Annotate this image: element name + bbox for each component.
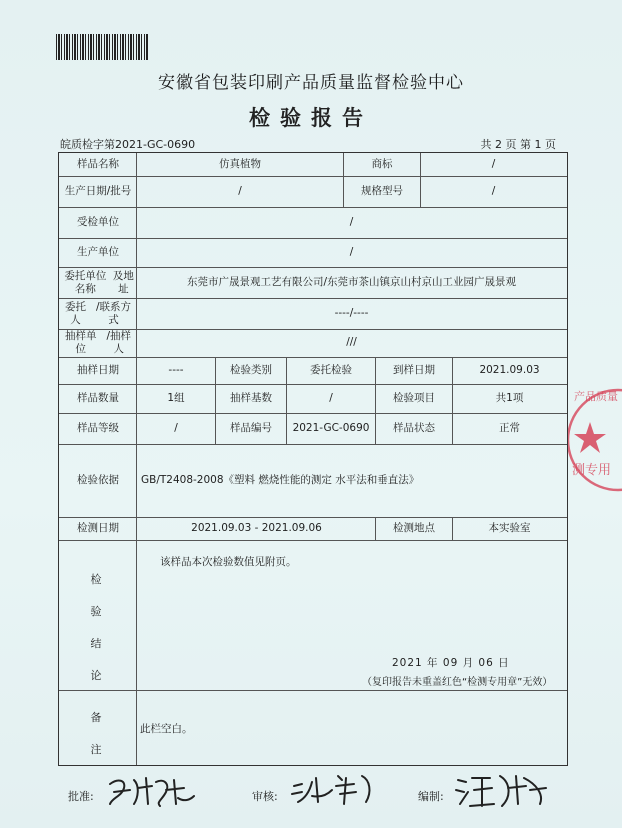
value-trademark: / — [491, 158, 496, 171]
svg-text:产品质量: 产品质量 — [574, 390, 618, 403]
grid-line — [420, 153, 421, 207]
grid-line — [375, 517, 376, 540]
inspection-seal-stamp — [568, 382, 622, 498]
grid-line — [286, 357, 287, 444]
value-sample-grade: / — [174, 422, 178, 435]
label-sampler-line2: /抽样人 — [106, 329, 131, 355]
value-contact: ----/---- — [334, 307, 369, 320]
label-sample-number: 样品编号 — [230, 422, 272, 435]
conclusion-char-1: 检 — [90, 573, 102, 586]
label-spec-model: 规格型号 — [361, 185, 403, 198]
label-arrival-date: 到样日期 — [393, 364, 435, 377]
label-contact-line2: /联系方式 — [96, 300, 132, 326]
grid-line — [452, 517, 453, 540]
value-sample-name: 仿真植物 — [219, 158, 261, 171]
compiler-signature — [452, 768, 552, 812]
conclusion-char-3: 结 — [90, 637, 102, 650]
conclusion-note: （复印报告未重盖红色“检测专用章”无效） — [362, 677, 553, 688]
grid-line — [452, 357, 453, 444]
grid-line — [136, 153, 137, 765]
label-production-date: 生产日期/批号 — [64, 185, 132, 198]
label-conclusion — [86, 564, 106, 692]
label-inspected-unit: 受检单位 — [77, 216, 119, 229]
conclusion-char-4: 论 — [90, 669, 102, 682]
label-sampler — [60, 330, 136, 356]
label-sampler-line1: 抽样单位 — [64, 329, 97, 355]
value-producer: / — [349, 246, 354, 259]
value-spec-model: / — [491, 185, 496, 198]
label-producer: 生产单位 — [77, 246, 119, 259]
conclusion-char-2: 验 — [90, 605, 102, 618]
organization-name: 安徽省包装印刷产品质量监督检验中心 — [158, 73, 464, 93]
value-test-date: 2021.09.03 - 2021.09.06 — [191, 522, 322, 535]
label-test-location: 检测地点 — [393, 522, 435, 535]
value-inspection-items: 共1项 — [495, 392, 524, 405]
label-remarks — [86, 702, 106, 766]
label-client-line1: 委托单位名称 — [64, 269, 107, 295]
value-sample-number: 2021-GC-0690 — [292, 422, 370, 435]
grid-line — [343, 153, 344, 207]
page-number: 共 2 页 第 1 页 — [480, 138, 556, 151]
value-sample-status: 正常 — [499, 422, 520, 435]
grid-line — [215, 357, 216, 444]
value-client: 东莞市广晟景观工艺有限公司/东莞市茶山镇京山村京山工业园广晟景观 — [186, 276, 517, 289]
reviewer-label: 审核: — [252, 790, 278, 803]
label-trademark: 商标 — [371, 158, 393, 171]
label-sample-quantity: 样品数量 — [77, 392, 119, 405]
barcode-icon — [56, 34, 148, 60]
label-client — [60, 268, 136, 298]
value-test-location: 本实验室 — [488, 522, 531, 535]
value-sampling-base: / — [329, 392, 333, 405]
label-sample-status: 样品状态 — [393, 422, 435, 435]
label-basis: 检验依据 — [77, 474, 119, 487]
remarks-char-1: 备 — [90, 711, 102, 724]
value-inspection-type: 委托检验 — [310, 364, 352, 377]
label-contact — [60, 299, 136, 329]
value-sample-quantity: 1组 — [167, 392, 185, 405]
conclusion-text: 该样品本次检验数值见附页。 — [160, 556, 297, 568]
value-sampler — [137, 330, 566, 356]
label-inspection-items: 检验项目 — [393, 392, 435, 405]
label-sampling-date: 抽样日期 — [77, 364, 119, 377]
approver-signature — [104, 770, 200, 810]
label-test-date: 检测日期 — [77, 522, 119, 535]
value-inspected-unit: / — [349, 216, 354, 229]
label-contact-line1: 委托人 — [65, 300, 87, 326]
label-client-line2: 及地址 — [112, 269, 134, 295]
remarks-char-2: 注 — [90, 743, 102, 756]
report-title: 检验报告 — [249, 105, 373, 130]
svg-text:测专用: 测专用 — [572, 463, 612, 478]
value-sampling-date: ---- — [168, 364, 184, 377]
label-sample-name: 样品名称 — [77, 158, 119, 171]
conclusion-date: 2021 年 09 月 06 日 — [392, 657, 510, 669]
label-inspection-type: 检验类别 — [230, 364, 272, 377]
remarks-text: 此栏空白。 — [140, 723, 193, 735]
document-number: 皖质检字第2021-GC-0690 — [60, 138, 196, 151]
grid-line — [375, 357, 376, 444]
value-sampler-line2: // — [349, 336, 357, 349]
value-production-date: / — [238, 185, 242, 198]
label-sample-grade: 样品等级 — [77, 422, 119, 435]
label-sampling-base: 抽样基数 — [230, 392, 272, 405]
value-sampler-line1: / — [346, 336, 350, 349]
compiler-label: 编制: — [418, 790, 444, 803]
value-arrival-date: 2021.09.03 — [479, 364, 540, 377]
reviewer-signature — [288, 768, 384, 808]
value-basis: GB/T2408-2008《塑料 燃烧性能的测定 水平法和垂直法》 — [141, 474, 420, 487]
approver-label: 批准: — [68, 790, 94, 803]
